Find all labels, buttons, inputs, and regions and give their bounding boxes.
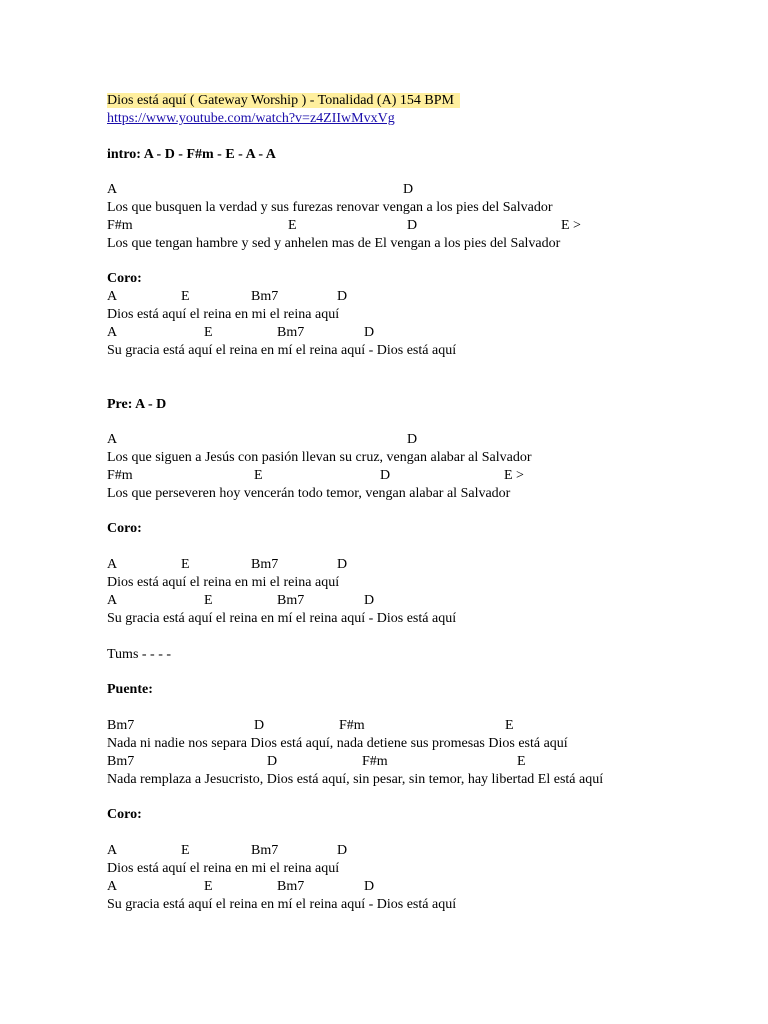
chord: E <box>505 718 514 733</box>
chord-line <box>107 878 375 896</box>
pre-line: Pre: A - D <box>107 397 167 412</box>
chord-line <box>107 842 348 860</box>
lyric-line: Su gracia está aquí el reina en mí el reina aquí - Dios está aquí <box>107 611 457 626</box>
chord: E <box>181 843 190 858</box>
section-heading-coro: Coro: <box>107 271 142 286</box>
chord-line <box>107 181 414 199</box>
chord: E <box>288 218 297 233</box>
chord-line <box>107 288 348 306</box>
lyric-line: Su gracia está aquí el reina en mí el reina aquí - Dios está aquí <box>107 343 457 358</box>
intro-line: intro: A - D - F#m - E - A - A <box>107 147 276 162</box>
chord: E <box>204 879 213 894</box>
chord: E > <box>561 218 581 233</box>
chord: F#m <box>339 718 365 733</box>
chord: D <box>403 182 414 197</box>
chord: Bm7 <box>107 718 135 733</box>
lyric-line: Su gracia está aquí el reina en mí el reina aquí - Dios está aquí <box>107 897 457 912</box>
chord: Bm7 <box>251 843 279 858</box>
chord: A <box>107 182 118 197</box>
chord-line <box>107 717 514 735</box>
chord: A <box>107 557 118 572</box>
lyric-line: Los que tengan hambre y sed y anhelen mas de El vengan a los pies del Salvador <box>107 236 561 251</box>
section-heading-coro: Coro: <box>107 807 142 822</box>
chord-line <box>107 556 348 574</box>
chord: D <box>337 843 348 858</box>
chord-line <box>107 431 418 449</box>
chord-line <box>107 753 526 771</box>
youtube-link[interactable]: https://www.youtube.com/watch?v=z4ZIIwMvxVg <box>107 111 395 126</box>
chord: Bm7 <box>251 557 279 572</box>
chord-line <box>107 217 581 235</box>
chord: D <box>380 468 391 483</box>
chord: D <box>407 432 418 447</box>
song-title <box>107 92 460 110</box>
chord: D <box>364 325 375 340</box>
chord: A <box>107 593 118 608</box>
chord: D <box>267 754 278 769</box>
chord: E <box>181 557 190 572</box>
chord: Bm7 <box>107 754 135 769</box>
chord-line <box>107 467 524 485</box>
chord: F#m <box>107 218 133 233</box>
chord: A <box>107 879 118 894</box>
chord: Bm7 <box>277 593 305 608</box>
chord: E <box>181 289 190 304</box>
chord: D <box>337 289 348 304</box>
chord: E <box>204 593 213 608</box>
chord: E <box>254 468 263 483</box>
song-title-text: Dios está aquí ( Gateway Worship ) - Tonalidad (A) 154 BPM <box>107 93 460 108</box>
chord: F#m <box>362 754 388 769</box>
chord: A <box>107 432 118 447</box>
lyric-line: Los que siguen a Jesús con pasión llevan su cruz, vengan alabar al Salvador <box>107 450 532 465</box>
chord: Bm7 <box>277 325 305 340</box>
chord: D <box>337 557 348 572</box>
chord: F#m <box>107 468 133 483</box>
chord: D <box>407 218 418 233</box>
chord: D <box>364 879 375 894</box>
chord: D <box>254 718 265 733</box>
chord-line <box>107 592 375 610</box>
chord: A <box>107 325 118 340</box>
tums-line: Tums - - - - <box>107 647 172 662</box>
lyric-line: Dios está aquí el reina en mi el reina aquí <box>107 575 340 590</box>
chord: A <box>107 289 118 304</box>
chord: E > <box>504 468 524 483</box>
chord: D <box>364 593 375 608</box>
lyric-line: Dios está aquí el reina en mi el reina aquí <box>107 307 340 322</box>
chord: E <box>517 754 526 769</box>
lyric-line: Nada ni nadie nos separa Dios está aquí, nada detiene sus promesas Dios está aquí <box>107 736 568 751</box>
chord: Bm7 <box>251 289 279 304</box>
chord: A <box>107 843 118 858</box>
lyric-line: Los que perseveren hoy vencerán todo temor, vengan alabar al Salvador <box>107 486 511 501</box>
chord: E <box>204 325 213 340</box>
section-heading-coro: Coro: <box>107 521 142 536</box>
lyric-line: Nada remplaza a Jesucristo, Dios está aquí, sin pesar, sin temor, hay libertad El está aquí <box>107 772 604 787</box>
chord: Bm7 <box>277 879 305 894</box>
lyric-line: Los que busquen la verdad y sus furezas renovar vengan a los pies del Salvador <box>107 200 553 215</box>
lyric-line: Dios está aquí el reina en mi el reina aquí <box>107 861 340 876</box>
section-heading-puente: Puente: <box>107 682 153 697</box>
chord-line <box>107 324 375 342</box>
